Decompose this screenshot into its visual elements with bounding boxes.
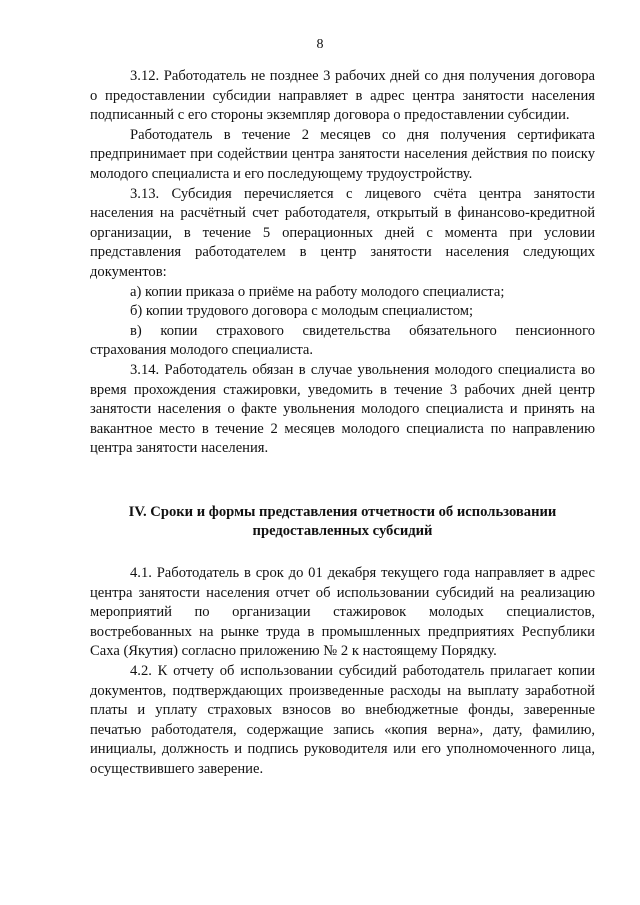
paragraph-certificate: Работодатель в течение 2 месяцев со дня получения сертификата предпринимает при содействии центра занятости населения действия по поиску молодого специалиста и его последующему трудоустройству.	[90, 126, 595, 182]
paragraph-3-14: 3.14. Работодатель обязан в случае увольнения молодого специалиста во время прохождения стажировки, уведомить в течение 3 рабочих дней центр занятости населения о факте увольнения молодого специалиста и принять на вакантное место в течение 2 месяцев молодого специалиста по направлению центра занятости населения.	[90, 361, 595, 457]
list-item-a: а) копии приказа о приёме на работу молодого специалиста;	[130, 283, 505, 300]
list-item-v: в) копии страхового свидетельства обязательного пенсионного страхования молодого специалиста.	[90, 322, 595, 359]
section-heading-line2: предоставленных субсидий	[252, 523, 433, 540]
paragraph-4-1: 4.1. Работодатель в срок до 01 декабря текущего года направляет в адрес центра занятости населения отчет об использовании субсидий на реализацию мероприятий по организации стажировок молодых специалистов, востребованных на рынке труда в промышленных предприятиях Республики Саха (Якутия) согласно приложению № 2 к настоящему Порядку.	[90, 565, 595, 660]
page-number: 8	[316, 37, 324, 52]
section-heading-line1: IV. Сроки и формы представления отчетности об использовании	[128, 503, 557, 520]
list-item-b: б) копии трудового договора с молодым специалистом;	[130, 303, 474, 320]
document-body	[90, 67, 595, 780]
paragraph-4-2: 4.2. К отчету об использовании субсидий работодатель прилагает копии документов, подтверждающих произведенные расходы на выплату заработной платы и уплату страховых взносов во внебюджетные фонды, заверенные печатью работодателя, содержащие запись «копия верна», дату, фамилию, инициалы, должность и подпись руководителя или его уполномоченного лица, осуществившего заверение.	[90, 663, 595, 777]
section-heading	[90, 503, 595, 542]
paragraph-3-13: 3.13. Субсидия перечисляется с лицевого счёта центра занятости населения на расчётный счет работодателя, открытый в финансово-кредитной организации, в течение 5 операционных дней с момента при условии представления работодателем в центр занятости населения следующих документов:	[90, 185, 595, 280]
paragraph-3-12: 3.12. Работодатель не позднее 3 рабочих дней со дня получения договора о предоставлении субсидии направляет в адрес центра занятости населения подписанный с его стороны экземпляр договора о предоставлении субсидии.	[90, 68, 595, 124]
